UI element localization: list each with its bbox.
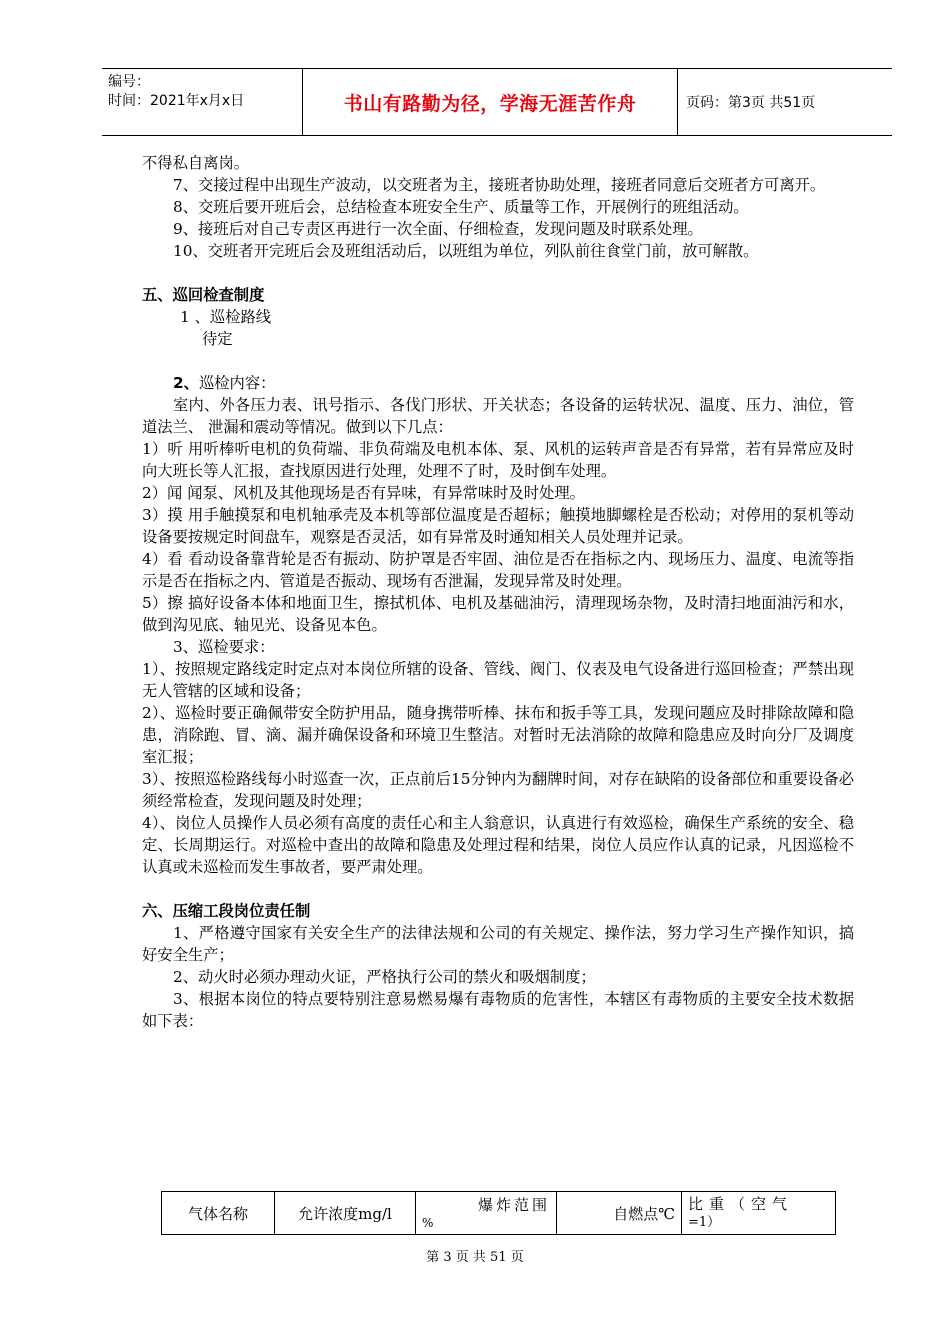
- route-label: 1 、巡检路线: [180, 308, 272, 326]
- list-item: 2）、巡检时要正确佩带安全防护用品，随身携带听棒、抹布和扳手等工具，发现问题应及时排除故障和隐患，消除跑、冒、滴、漏并确保设备和环境卫生整洁。对暂时无法消除的故障和隐患应及时向分厂及调度室汇报；: [142, 704, 854, 766]
- list-item: 4）看 看动设备靠背轮是否有振动、防护罩是否牢固、油位是否在指标之内、现场压力、温度、电流等指示是否在指标之内、管道是否振动、现场有否泄漏，发现异常及时处理。: [142, 550, 854, 590]
- route-value: 待定: [202, 330, 233, 348]
- header-autoignition: 自燃点℃: [557, 1192, 682, 1235]
- list-item: 4）、岗位人员操作人员必须有高度的责任心和主人翁意识，认真进行有效巡检，确保生产系统的安全、稳定、长周期运行。对巡检中查出的故障和隐患及处理过程和结果，岗位人员应作认真的记录，凡因巡检不认真或未巡检而发生事故者，要严肃处理。: [142, 814, 854, 876]
- list-item: 1）听 用听棒听电机的负荷端、非负荷端及电机本体、泵、风机的运转声音是否有异常，若有异常应及时向大班长等人汇报，查找原因进行处理，处理不了时，及时倒车处理。: [142, 440, 854, 480]
- list-item: 3）、按照巡检路线每小时巡查一次，正点前后15分钟内为翻牌时间，对存在缺陷的设备部位和重要设备必须经常检查，发现问题及时处理；: [142, 770, 854, 810]
- paragraph: 7、交接过程中出现生产波动，以交班者为主，接班者协助处理，接班者同意后交班者方可离开。: [173, 176, 826, 194]
- content-number: 2、: [173, 374, 199, 392]
- content-intro: 室内、外各压力表、讯号指示、各伐门形状、开关状态；各设备的运转状况、温度、压力、油位，管道法兰、 泄漏和震动等情况。做到以下几点：: [142, 396, 854, 436]
- table-row: [162, 1192, 836, 1235]
- paragraph: 8、交班后要开班后会，总结检查本班安全生产、质量等工作，开展例行的班组活动。: [173, 198, 749, 216]
- header-motto: 书山有路勤为径，学海无涯苦作舟: [343, 92, 637, 115]
- list-item: 5）擦 搞好设备本体和地面卫生，擦拭机体、电机及基础油污，清理现场杂物，及时清扫地面油污和水，做到沟见底、轴见光、设备见本色。: [142, 594, 854, 634]
- header-meta: [102, 69, 302, 135]
- gas-data-table: [161, 1191, 836, 1235]
- paragraph: 2、动火时必须办理动火证，严格执行公司的禁火和吸烟制度；: [173, 968, 596, 986]
- specific-gravity-label: 比重（空气: [688, 1195, 794, 1213]
- header-explosion-range: [416, 1192, 557, 1235]
- specific-gravity-unit: =1）: [688, 1215, 721, 1230]
- paragraph: 3、根据本岗位的特点要特别注意易燃易爆有毒物质的危害性，本辖区有毒物质的主要安全技术数据如下表：: [142, 990, 854, 1030]
- paragraph: 1、严格遵守国家有关安全生产的法律法规和公司的有关规定、操作法，努力学习生产操作知识，搞好安全生产；: [142, 924, 854, 964]
- page-footer: 第 3 页 共 51 页: [426, 1250, 524, 1265]
- header-motto-cell: [302, 69, 678, 135]
- document-header: [102, 68, 892, 136]
- content-label: [142, 372, 854, 394]
- section-heading: 五、巡回检查制度: [142, 286, 265, 304]
- number-label: 编号：: [108, 74, 150, 90]
- paragraph: 不得私自离岗。: [142, 154, 250, 172]
- paragraph: 10、交班者开完班后会及班组活动后，以班组为单位，列队前往食堂门前，放可解散。: [173, 242, 759, 260]
- document-body: [142, 152, 854, 1032]
- list-item: 2）闻 闻泵、风机及其他现场是否有异味，有异常味时及时处理。: [142, 484, 585, 502]
- header-gas-name: 气体名称: [162, 1192, 275, 1235]
- requirements-label: 3、巡检要求：: [173, 638, 275, 656]
- time-label: 时间：2021年x月x日: [108, 93, 245, 109]
- header-page-info: 页码：第3页 共51页: [686, 95, 816, 111]
- list-item: 1）、按照规定路线定时定点对本岗位所辖的设备、管线、阀门、仪表及电气设备进行巡回检查；严禁出现无人管辖的区域和设备；: [142, 660, 854, 700]
- header-specific-gravity: [682, 1192, 836, 1235]
- explosion-range-unit: %: [422, 1216, 434, 1230]
- paragraph: 9、接班后对自己专责区再进行一次全面、仔细检查，发现问题及时联系处理。: [173, 220, 703, 238]
- content-label-text: 巡检内容：: [198, 374, 276, 392]
- explosion-range-label: 爆炸范围: [477, 1196, 550, 1214]
- list-item: 3）摸 用手触摸泵和电机轴承壳及本机等部位温度是否超标；触摸地脚螺栓是否松动；对停用的泵机等动设备要按规定时间盘车，观察是否灵活，如有异常及时通知相关人员处理并记录。: [142, 506, 854, 546]
- section-heading: 六、压缩工段岗位责任制: [142, 902, 311, 920]
- header-allowed-concentration: 允许浓度mg/l: [275, 1192, 416, 1235]
